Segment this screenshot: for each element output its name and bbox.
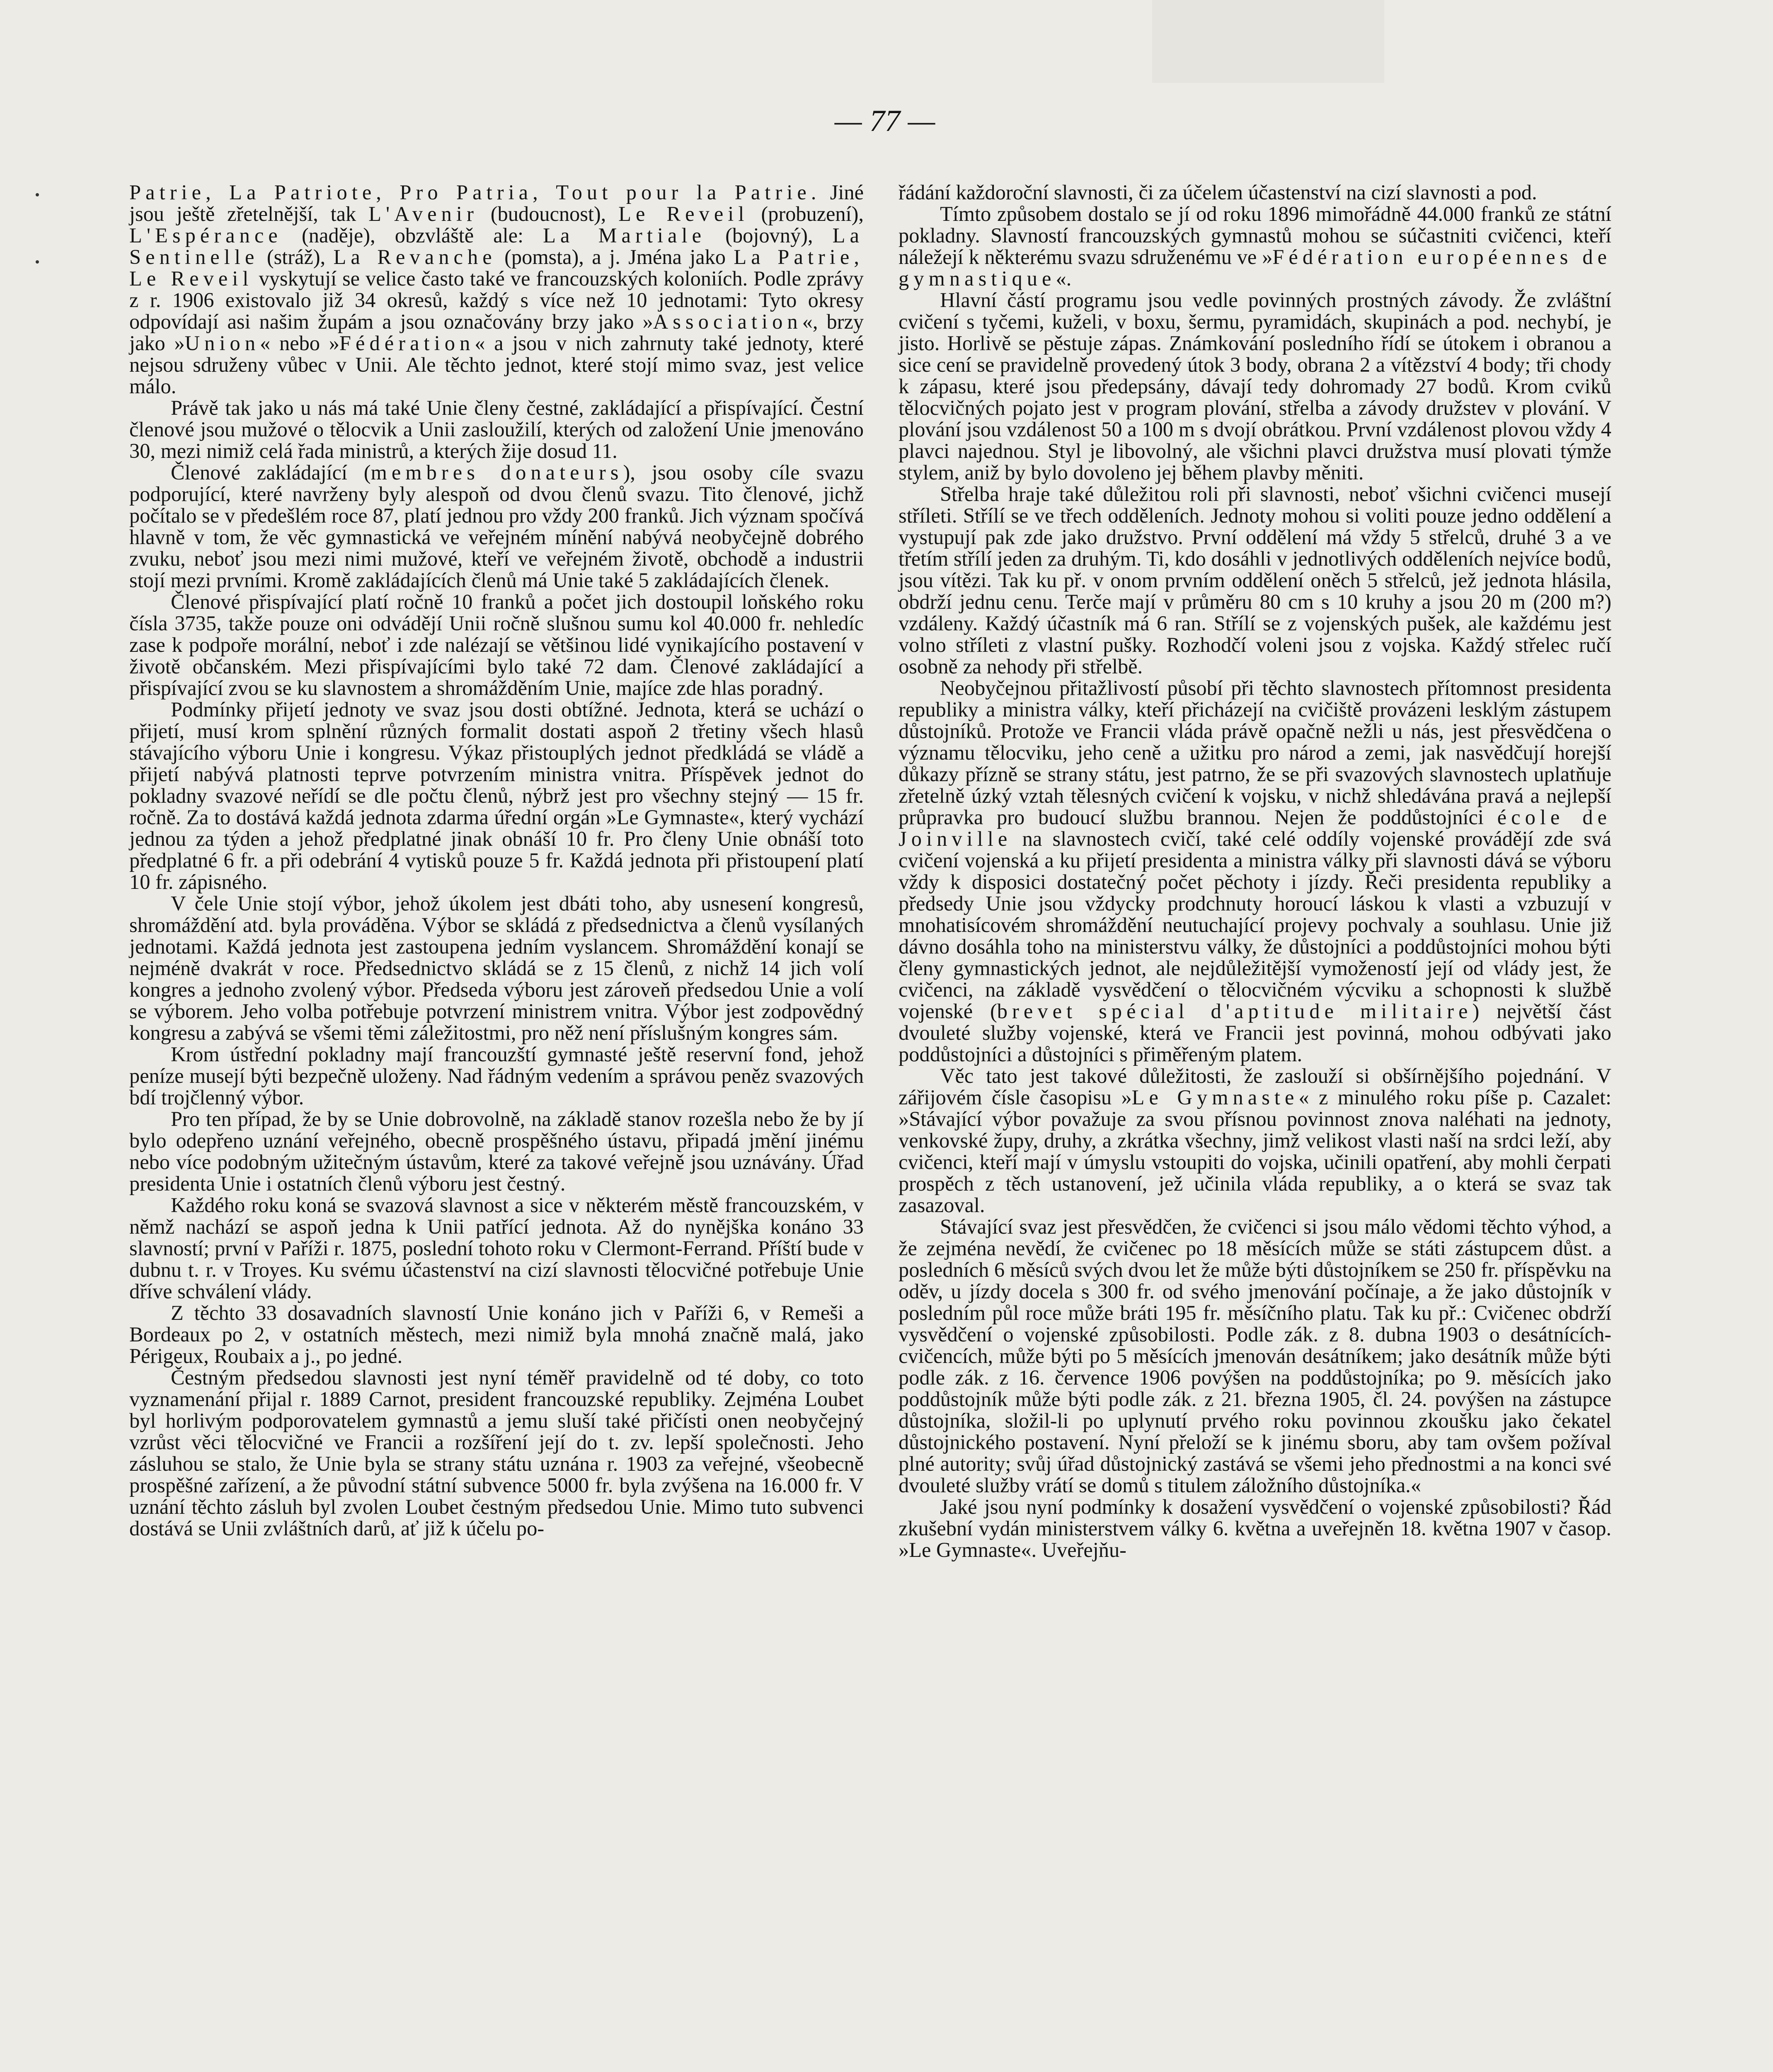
spaced-text: La Sentinelle [129, 224, 864, 269]
paragraph [899, 483, 1611, 677]
paragraph [129, 462, 864, 591]
text-run: Podmínky přijetí jednoty ve svaz jsou dosti obtížné. Jednota, která se uchází o přijetí, musí krom splnění různých formalit dostati aspoň 2 třetiny všech hlasů stávajícího výboru Unie i kongresu. Výkaz přistouplých jednot předkládá se vládě a přijetí nabývá platnosti teprve potvrzením ministra vnitra. Příspěvek jednot do pokladny svazové neřídí se dle počtu členů, nýbrž jest pro všechny stejný — 15 fr. ročně. Za to dostává každá jednota zdarma úřední orgán »Le Gymnaste«, který vychází jednou za týden a jehož předplatné jinak obnáší 10 fr. Pro členy Unie obnáší toto předplatné 6 fr. a při odebrání 4 vytisků pouze 5 fr. Každá jednota při přistoupení platí 10 fr. zápisného. [129, 698, 864, 893]
spaced-text: La Martiale [543, 224, 706, 247]
paragraph [129, 591, 864, 699]
text-run: ), jsou osoby cíle svazu podporující, které navrženy byly alespoň od dvou členů svazu. Tito členové, jichž počítalo se v předešlém roce 87, platí jednou pro vždy 200 franků. Jich význam spočívá hlavně v tom, že věc gymnastická ve veřejném mínění nabývá neobyčejně dobrého zvuku, neboť jsou mezi nimi mužové, kteří ve veřejném životě, obchodě a industrii stojí mezi prvními. Kromě zakládajících členů má Unie také 5 zakládajících členek. [129, 461, 864, 592]
paragraph [899, 203, 1611, 289]
spaced-text: L'Avenir [368, 202, 478, 225]
paragraph [899, 677, 1611, 1065]
text-run: Jiné jsou ještě zřetelnější, tak [129, 181, 864, 225]
spaced-text: Fédération européennes de gymnastique [899, 245, 1611, 290]
text-run: (stráž), [259, 245, 334, 269]
text-run: (naděje), obzvláště ale: [282, 224, 543, 247]
text-run: (pomsta), a j. Jména jako [496, 245, 734, 269]
right-column [899, 182, 1611, 1561]
spaced-text: L'Espérance [129, 224, 282, 247]
left-column [129, 182, 864, 1539]
spaced-text: Union [184, 332, 260, 355]
text-run: « nebo » [260, 332, 339, 355]
page-number: — 77 — [834, 104, 935, 138]
paragraph [899, 182, 1611, 203]
paragraph [129, 1194, 864, 1302]
text-run: Členové přispívající platí ročně 10 franků a počet jich dostoupil loňského roku čísla 3735, takže pouze oni odvádějí Unii ročně slušnou sumu kol 40.000 fr. nehledíc zase k podpoře morální, neboť i zde nalézají se většinou lidé vynikajícího postavení v životě občanském. Mezi přispívajícími bylo také 72 dam. Členové zakládající a přispívající zvou se ku slavnostem a shromážděním Unie, majíce zde hlas poradný. [129, 590, 864, 700]
text-run: Věc tato jest takové důležitosti, že zaslouží si obšírnějšího pojednání. V zářijovém čísle časopisu » [899, 1064, 1611, 1109]
text-run: Pro ten případ, že by se Unie dobrovolně, na základě stanov rozešla nebo že by jí bylo odepřeno uznání veřejného, obecně prospěšného ústavu, připadá jmění jinému nebo více podobným užitečným ústavům, které za takové veřejně jsou uznávány. Úřad presidenta Unie i ostatních členů výboru jest čestný. [129, 1107, 864, 1195]
paragraph [129, 1367, 864, 1539]
paragraph [129, 397, 864, 462]
spaced-text: La Patrie, Le Reveil [129, 245, 864, 290]
spaced-text: Patrie, La Patriote, Pro Patria, Tout pour la Patrie. [129, 181, 821, 204]
text-run: Jaké jsou nyní podmínky k dosažení vysvědčení o vojenské způsobilosti? Řád zkušební vydán ministerstvem války 6. května a uveřejněn 18. května 1907 v časop. »Le Gymnaste«. Uveřejňu- [899, 1495, 1611, 1561]
text-run: Z těchto 33 dosavadních slavností Unie konáno jich v Paříži 6, v Remeši a Bordeaux po 2, v ostatních městech, mezi nimiž byla mnohá značně malá, jako Périgeux, Roubaix a j., po jedné. [129, 1301, 864, 1368]
paragraph [129, 182, 864, 397]
text-run: Hlavní částí programu jsou vedle povinných prostných závody. Že zvláštní cvičení s tyčemi, kuželi, v boxu, šermu, pyramidách, skupinách a pod. nechybí, je jisto. Horlivě se pěstuje zápas. Známkování posledního řídí se útokem i obranou a sice cení se pravidelně provedený útok 3 body, obrana 2 a vítězství 4 body; tři chody k zápasu, které jsou předepsány, dávají tedy dohromady 27 bodů. Krom cviků tělocvičných pojato jest v program plování, střelba a závody družstev v plování. V plování jsou vzdálenost 50 a 100 m s dvojí obrátkou. První vzdálenost plovou vždy 4 plavci najednou. Styl je libovolný, ale všichni plavci družstva musí plovati týmže stylem, aniž by bylo dovoleno jej během plavby měniti. [899, 288, 1611, 484]
margin-speck [36, 260, 39, 264]
spaced-text: La Revanche [333, 245, 497, 269]
paragraph [129, 1043, 864, 1108]
text-run: (probuzení), [748, 202, 864, 225]
spaced-text: Fédération [339, 332, 475, 355]
text-run: V čele Unie stojí výbor, jehož úkolem jest dbáti toho, aby usnesení kongresů, shromáždění atd. byla prováděna. Výbor se skládá z předsednictva a členů vysílaných jednotami. Každá jednota jest zastoupena jedním vyslancem. Shromáždění konají se nejméně dvakrát v roce. Předsednictvo skládá se z 15 členů, z nichž 14 jich volí kongres a jednoho zvolený výbor. Předseda výboru jest zároveň předsedou Unie a volí se výborem. Jeho volba potřebuje potvrzení ministrem vnitra. Výbor jest zodpovědný kongresu a zabývá se všemi těmi záležitostmi, pro něž není příslušným kongres sám. [129, 892, 864, 1044]
text-run: Krom ústřední pokladny mají francouzští gymnasté ještě reservní fond, jehož peníze musejí býti bezpečně uloženy. Nad řádným vedením a správou peněz svazových bdí trojčlenný výbor. [129, 1043, 864, 1109]
spaced-text: brevet spécial d'aptitude militaire [997, 1000, 1473, 1023]
text-run: vyskytují se velice často také ve francouzských koloniích. Podle zprávy z r. 1906 existovalo již 34 okresů, každý s více než 10 jednotami: Tyto okresy odpovídají asi našim župám a jsou označovány brzy jako » [129, 267, 864, 333]
text-run: (bojovný), [706, 224, 833, 247]
paragraph [899, 1216, 1611, 1496]
paragraph [899, 1496, 1611, 1561]
text-run: « a jsou v nich zahrnuty také jednoty, které nejsou sdruženy vůbec v Unii. Ale těchto jednot, které stojí mimo svaz, jest velice málo. [129, 332, 864, 398]
text-run: (budoucnost), [478, 202, 619, 225]
text-run: ) největší část dvouleté služby vojenské, která ve Francii jest povinná, mohou odbývati jako poddůstojníci a důstojníci s přiměřeným platem. [899, 1000, 1611, 1066]
spaced-text: école de Joinville [899, 806, 1611, 850]
text-run: Čestným předsedou slavnosti jest nyní téměř pravidelně od té doby, co toto vyznamenání přijal r. 1889 Carnot, president francouzské republiky. Zejména Loubet byl horlivým podporovatelem gymnastů a jemu sluší také přičísti onen neobyčejný vzrůst věci tělocvičné ve Francii a rozšíření její do t. zv. lepší společnosti. Jeho zásluhou se stalo, že Unie byla se strany státu uznána r. 1903 za veřejné, všeobecně prospěšné zařízení, a že původní státní subvence 5000 fr. byla zvýšena na 16.000 fr. V uznání těchto zásluh byl zvolen Loubet čestným předsedou Unie. Mimo tuto subvenci dostává se Unii zvláštních darů, ať již k účelu po- [129, 1366, 864, 1540]
text-run: Členové zakládající ( [171, 461, 371, 484]
text-run: «. [1056, 267, 1072, 290]
text-run: «, brzy jako » [129, 310, 864, 355]
paragraph [899, 289, 1611, 483]
spaced-text: Le Gymnaste [1131, 1086, 1299, 1109]
text-run: řádání každoroční slavnosti, či za účelem účastenství na cizí slavnosti a pod. [899, 181, 1537, 204]
spaced-text: Le Reveil [618, 202, 749, 225]
margin-speck [36, 193, 39, 196]
spaced-text: Association [653, 310, 802, 333]
paragraph [129, 893, 864, 1043]
spaced-text: membres donateurs [371, 461, 623, 484]
paragraph [129, 1108, 864, 1194]
text-run: Stávající svaz jest přesvědčen, že cvičenci si jsou málo vědomi těchto výhod, a že zejména nevědí, že cvičenec po 18 měsících může se státi zástupcem důst. a posledních 6 měsíců svých dvou let že může býti důstojníkem se 250 fr. příspěvku na oděv, u jízdy docela s 300 fr. od svého jmenování počínaje, a že jako důstojník v posledním půl roce může bráti 195 fr. měsíčního platu. Tak ku př.: Cvičenec obdrží vysvědčení o vojenské způsobilosti. Podle zák. z 8. dubna 1903 o desátnících-cvičencích, může býti po 5 měsících jmenován desátníkem; jako desátník může býti podle zák. z 16. července 1906 povýšen na poddůstojníka; po 9. měsících jako poddůstojník může býti podle zák. z 21. března 1905, čl. 24. povýšen na zástupce důstojníka, složil-li po uplynutí prvého roku povinnou zkoušku jako čekatel důstojnického postavení. Nyní přeloží se k jinému sboru, aby tam ovšem požíval plné autority; svůj úřad důstojnický zastává se všemi jeho přednostmi a na konci své dvouleté služby vrátí se domů s titulem záložního důstojníka.« [899, 1215, 1611, 1497]
text-run: Každého roku koná se svazová slavnost a sice v některém městě francouzském, v němž nachází se aspoň jedna k Unii patřící jednota. Až do nynějška konáno 33 slavností; první v Paříži r. 1875, poslední tohoto roku v Clermont-Ferrand. Příští bude v dubnu t. r. v Troyes. Ku svému účastenství na cizí slavnosti tělocvičné potřebuje Unie dříve schválení vlády. [129, 1193, 864, 1303]
paragraph [129, 699, 864, 893]
paper-stain [1152, 0, 1384, 83]
text-run: « z minulého roku píše p. Cazalet: »Stávající výbor považuje za svou přísnou povinnost znova naléhati na jednoty, venkovské župy, druhy, a zkrátka všechny, jimž velikost vlasti naší na srdci leží, aby cvičenci, kteří mají v úmyslu vstoupiti do vojska, učinili opatření, aby mohli čerpati prospěch z těch ustanovení, jež učinila vláda republiky, a o která se svaz tak zasazoval. [899, 1086, 1611, 1217]
paragraph [899, 1065, 1611, 1216]
text-run: Tímto způsobem dostalo se jí od roku 1896 mimořádně 44.000 franků ze státní pokladny. Slavností francouzských gymnastů mohou se súčastniti cvičenci, kteří náležejí k některému svazu sdruženému ve » [899, 202, 1611, 269]
text-run: Neobyčejnou přitažlivostí působí při těchto slavnostech přítomnost presidenta republiky a ministra války, kteří přicházejí na cvičiště provázeni lesklým zástupem důstojníků. Protože ve Francii vláda právě opačně nežli u nás, jest přesvědčena o významu tělocviku, jeho ceně a užitku pro národ a zemi, jak nasvědčují horejší důkazy přízně se strany státu, jest patrno, že se při svazových slavnostech uplatňuje zřetelně úzký vztah tělesných cvičení k vojsku, v nichž shledávána pravá a nejlepší průpravka pro budoucí službu brannou. Nejen že poddůstojníci [899, 676, 1611, 829]
text-run: Právě tak jako u nás má také Unie členy čestné, zakládající a přispívající. Čestní členové jsou mužové o tělocvik a Unii zasloužilí, kterých od založení Unie jmenováno 30, mezi nimiž celá řada ministrů, a kterých žije dosud 11. [129, 396, 864, 462]
text-run: na slavnostech cvičí, také celé oddíly vojenské provádějí zde svá cvičení vojenská a ku přijetí presidenta a ministra války při slavnosti dává se výboru vždy k disposici dostatečný počet pěchoty i jízdy. Řeči presidenta republiky a předsedy Unie jsou vždycky prodchnuty horoucí láskou k vlasti a vzbuzují v mnohatisícovém shromáždění neutuchající projevy pochvaly a souhlasu. Unie již dávno dosáhla toho na ministerstvu války, že důstojníci a poddůstojníci mohou býti členy gymnastických jednot, ale nejdůležitější vymožeností její od vlády jest, že cvičenci, na základě vysvědčení o tělocvičném výcviku a schopnosti k službě vojenské ( [899, 827, 1611, 1023]
text-run: Střelba hraje také důležitou roli při slavnosti, neboť všichni cvičenci musejí stříleti. Střílí se ve třech odděleních. Jednoty mohou si voliti pouze jedno oddělení a vystupují pak zde jako družstvo. První oddělení má vždy 5 střelců, druhé 3 a ve třetím střílí jeden za druhým. Ti, kdo dosáhli v jednotlivých odděleních nejvíce bodů, jsou vítězi. Tak ku př. v onom prvním oddělení oněch 5 střelců, jež jednota hlásila, obdrží jednu cenu. Terče mají v průměru 80 cm s 10 kruhy a jsou 20 m (200 m?) vzdáleny. Každý účastník má 6 ran. Střílí se z vojenských pušek, ale každému jest volno stříleti z vlastní pušky. Rozhodčí voleni jsou z vojska. Každý střelec ručí osobně za nehody při střelbě. [899, 482, 1611, 678]
paragraph [129, 1302, 864, 1367]
